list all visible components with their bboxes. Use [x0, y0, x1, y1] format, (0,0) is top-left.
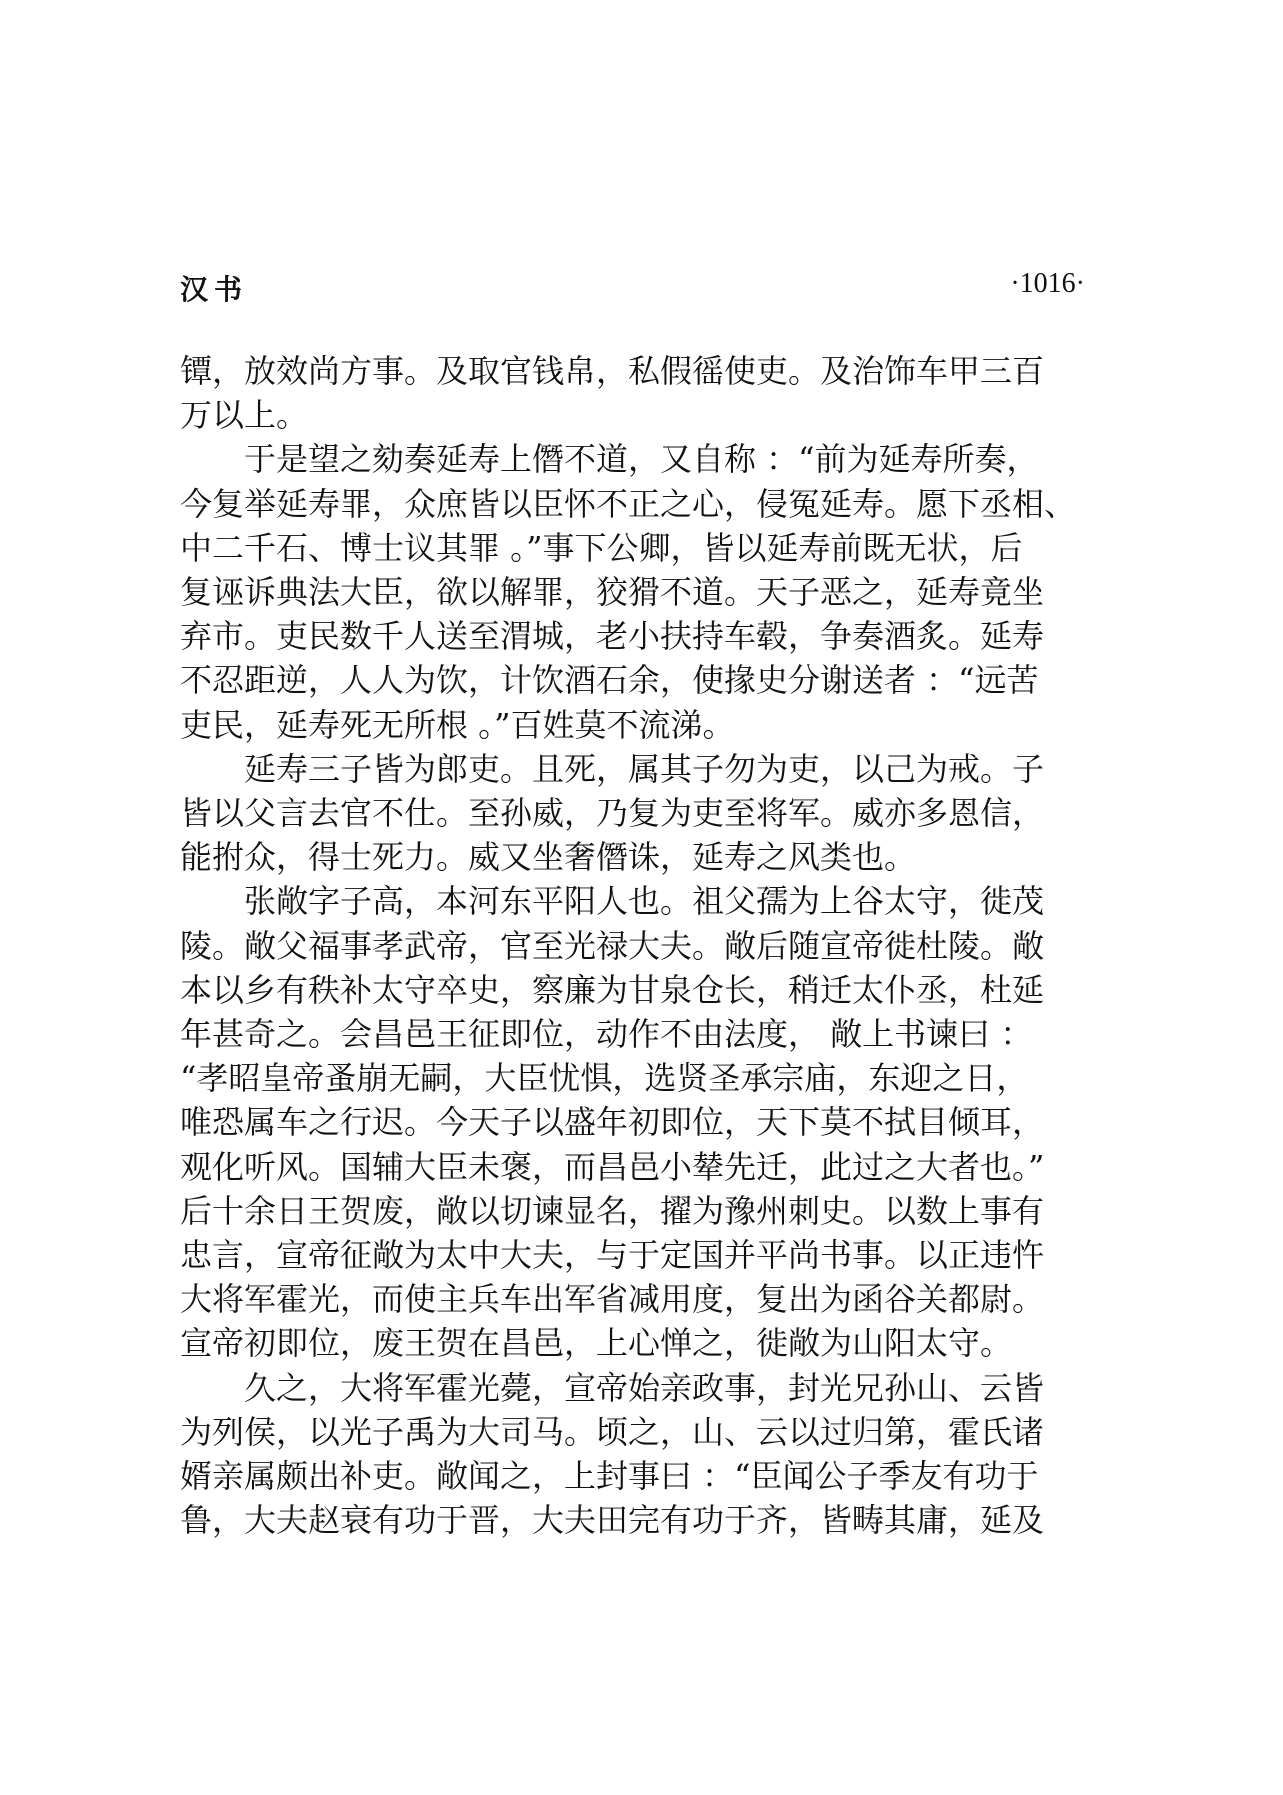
body-text: [180, 349, 1085, 1542]
paragraph: 于是望之劾奏延寿上僭不道，又自称 ：“前为延寿所奏， 今复举延寿罪，众庶皆以臣怀不正之心，侵冤延寿。愿下丞相、 中二千石、博士议其罪 。”事下公卿，皆以延寿前既无状，后 复诬诉典法大臣，欲以解罪，狡猾不道。天子恶之，延寿竟坐 弃市。吏民数千人送至渭城，老小扶持车毂，争奏酒炙。延寿 不忍距逆，人人为饮，计饮酒石余，使掾史分谢送者 ：“远苦 吏民，延寿死无所根 。”百姓莫不流涕。: [180, 440, 1077, 744]
paragraph: 久之，大将军霍光薨，宣帝始亲政事，封光兄孙山、云皆 为列侯，以光子禹为大司马。顷之，山、云以过归第，霍氏诸 婿亲属颇出补吏。敞闻之，上封事曰 ：“臣闻公子季友有功于 鲁，大夫赵衰有功于晋，大夫田完有功于齐，皆畴其庸，延及: [180, 1368, 1045, 1540]
page-number: ·1016·: [1010, 268, 1085, 299]
paragraph: 张敞字子高，本河东平阳人也。祖父孺为上谷太守，徙茂 陵。敞父福事孝武帝，官至光禄大夫。敞后随宣帝徙杜陵。敞 本以乡有秩补太守卒史，察廉为甘泉仓长，稍迁太仆丞，杜延 年甚奇之。会昌邑王征即位，动作不由法度， 敞上书谏曰 ： “孝昭皇帝蚤崩无嗣，大臣忧惧，选贤圣承宗庙，东迎之日， 唯恐属车之行迟。今天子以盛年初即位，天下莫不拭目倾耳， 观化听风。国辅大臣未褒，而昌邑小辇先迁，此过之大者也。” 后十余日王贺废，敞以切谏显名，擢为豫州刺史。以数上事有 忠言，宣帝征敞为太中大夫，与于定国并平尚书事。以正违忤 大将军霍光，而使主兵车出军省减用度，复出为函谷关都尉。 宣帝初即位，废王贺在昌邑，上心惮之，徙敞为山阳太守。: [180, 882, 1045, 1363]
paragraph: 镡，放效尚方事。及取官钱帛，私假徭使吏。及治饰车甲三百 万以上。: [180, 352, 1045, 435]
paragraph: 延寿三子皆为郎吏。且死，属其子勿为吏，以己为戒。子 皆以父言去官不仕。至孙威，乃复为吏至将军。威亦多恩信， 能拊众，得士死力。威又坐奢僭诛，延寿之风类也。: [180, 749, 1045, 877]
book-title: 汉书: [180, 273, 249, 306]
page-header: [180, 268, 1085, 312]
